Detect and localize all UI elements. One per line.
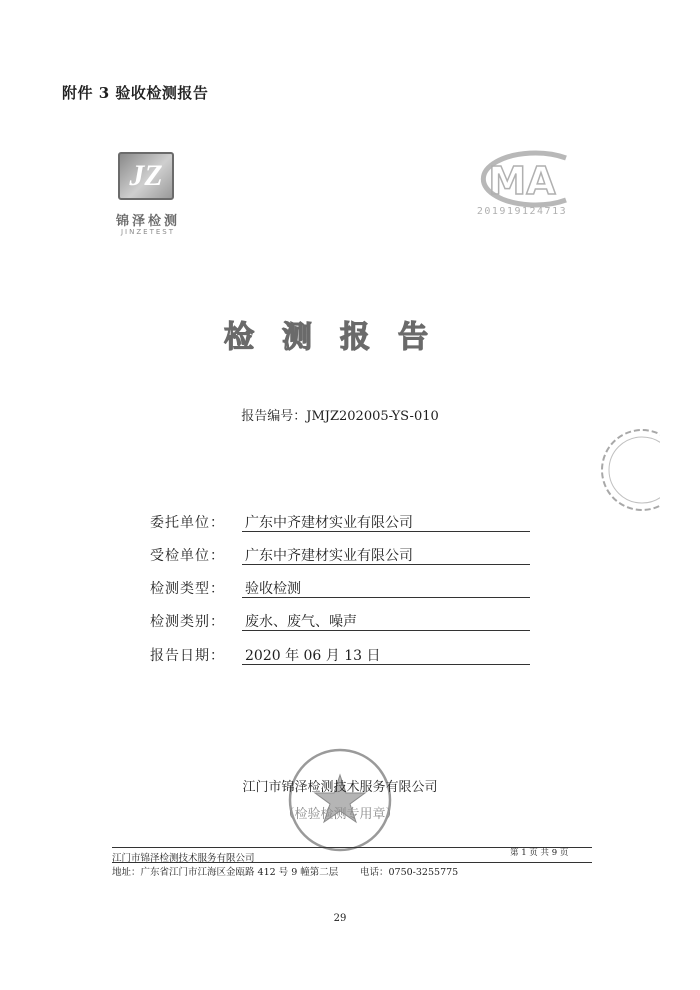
field-label: 检测类别： bbox=[150, 614, 225, 630]
footer-phone: 电话：0750-3255775 bbox=[360, 867, 459, 878]
footer-page-info: 第 1 页 共 9 页 bbox=[510, 848, 569, 858]
footer-divider bbox=[112, 862, 592, 863]
footer-company: 江门市锦泽检测技术服务有限公司 bbox=[112, 853, 255, 864]
field-label: 报告日期： bbox=[150, 648, 225, 664]
cma-c-icon bbox=[462, 150, 582, 208]
page-number: 29 bbox=[333, 913, 347, 924]
field-value: 废水、废气、噪声 bbox=[242, 611, 530, 631]
issuer-company-name: 江门市锦泽检测技术服务有限公司 bbox=[242, 780, 438, 795]
logo-mark: JZ bbox=[118, 152, 174, 200]
field-value: 广东中齐建材实业有限公司 bbox=[242, 545, 530, 565]
attachment-title: 附件 3 验收检测报告 bbox=[62, 84, 209, 102]
logo-name-en: JINZETEST bbox=[120, 228, 175, 236]
logo-name-cn: 锦泽检测 bbox=[115, 214, 180, 229]
field-label: 委托单位： bbox=[150, 515, 225, 531]
field-label: 受检单位： bbox=[150, 548, 225, 564]
cma-letters: MA bbox=[488, 159, 556, 203]
field-value: 验收检测 bbox=[242, 578, 530, 598]
report-number: 报告编号：JMJZ202005-YS-010 bbox=[241, 409, 439, 424]
company-logo bbox=[108, 152, 188, 242]
field-label: 检测类型： bbox=[150, 581, 225, 597]
footer-address: 地址：广东省江门市江海区金瓯路 412 号 9 幢第二层 bbox=[112, 867, 339, 878]
field-value: 广东中齐建材实业有限公司 bbox=[242, 512, 530, 532]
cma-number: 201919124713 bbox=[476, 206, 568, 217]
issuer-seal-label: （检验检测专用章） bbox=[281, 807, 399, 822]
cma-certification-mark bbox=[462, 150, 582, 225]
field-value: 2020 年 06 月 13 日 bbox=[242, 645, 530, 665]
report-title: 检测报告 bbox=[224, 320, 456, 355]
partial-seal-stamp bbox=[580, 420, 660, 520]
company-seal-stamp bbox=[285, 745, 395, 855]
